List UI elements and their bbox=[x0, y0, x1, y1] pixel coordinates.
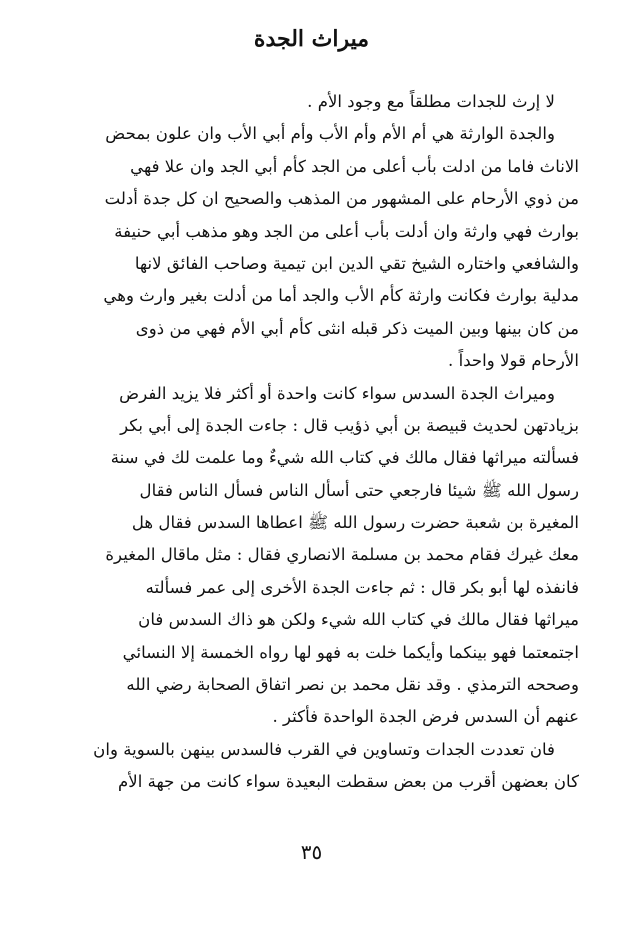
body-text bbox=[39, 86, 579, 799]
text-line: من ذوي الأرحام على المشهور من المذهب والصحيح ان كل جدة أدلت bbox=[104, 189, 579, 209]
paragraph bbox=[39, 86, 579, 118]
page-number: ٣٥ bbox=[300, 840, 323, 864]
text-line: لا إرث للجدات مطلقاً مع وجود الأم . bbox=[307, 92, 555, 111]
text-line: بزيادتهن لحديث قبيصة بن أبي ذؤيب قال : جاءت الجدة إلى أبي بكر bbox=[120, 415, 579, 435]
text-line: وصححه الترمذي . وقد نقل محمد بن نصر اتفاق الصحابة رضي الله bbox=[126, 675, 579, 695]
text-line: الاناث فاما من ادلت بأب أعلى من الجد كأم أبي الجد وان علا فهي bbox=[130, 156, 579, 176]
text-line: كان بعضهن أقرب من بعض سقطت البعيدة سواء كانت من جهة الأم bbox=[118, 772, 579, 792]
text-line: وميراث الجدة السدس سواء كانت واحدة أو أكثر فلا يزيد الفرض bbox=[119, 383, 555, 403]
text-line: رسول الله ﷺ شيئا فارجعي حتى أسأل الناس فسأل الناس فقال bbox=[139, 480, 579, 500]
paragraph bbox=[39, 118, 579, 377]
text-line: فانفذه لها أبو بكر قال : ثم جاءت الجدة الأخرى إلى عمر فسألته bbox=[145, 577, 579, 597]
text-line: عنهم أن السدس فرض الجدة الواحدة فأكثر . bbox=[272, 707, 579, 727]
text-line: المغيرة بن شعبة حضرت رسول الله ﷺ اعطاها السدس فقال هل bbox=[131, 513, 579, 533]
text-line: من كان بينها وبين الميت ذكر قبله انثى كأم أبي الأم فهي من ذوى bbox=[135, 318, 579, 338]
paragraph bbox=[39, 378, 579, 734]
text-line: فسألته ميراثها فقال مالك في كتاب الله شيءٌ وما علمت لك في سنة bbox=[110, 448, 579, 468]
text-line: الأرحام قولا واحداً . bbox=[448, 351, 579, 371]
text-line: معك غيرك فقام محمد بن مسلمة الانصاري فقال : مثل ماقال المغيرة bbox=[105, 545, 579, 565]
text-line: ميراثها فقال مالك في كتاب الله شيء ولكن هو ذاك السدس فان bbox=[138, 610, 579, 630]
text-line: اجتمعتما فهو بينكما وأيكما خلت به فهو لها رواه الخمسة إلا النسائي bbox=[122, 642, 579, 662]
paragraph bbox=[39, 734, 579, 799]
text-line: والشافعي واختاره الشيخ تقي الدين ابن تيمية وصاحب الفائق لانها bbox=[134, 253, 579, 273]
text-line: بوارث فهي وارثة وان أدلت بأب أعلى من الجد وهو مذهب أبي حنيفة bbox=[114, 221, 579, 241]
text-line: فان تعددت الجدات وتساوين في القرب فالسدس بينهن بالسوية وان bbox=[93, 739, 555, 759]
text-line: والجدة الوارثة هي أم الأم وأم الأب وأم أبي الأب وان علون بمحض bbox=[105, 124, 555, 144]
text-line: مدلية بوارث فكانت وارثة كأم الأب والجد أما من أدلت بغير وارث وهي bbox=[103, 286, 579, 306]
page-title: ميراث الجدة bbox=[253, 26, 370, 52]
